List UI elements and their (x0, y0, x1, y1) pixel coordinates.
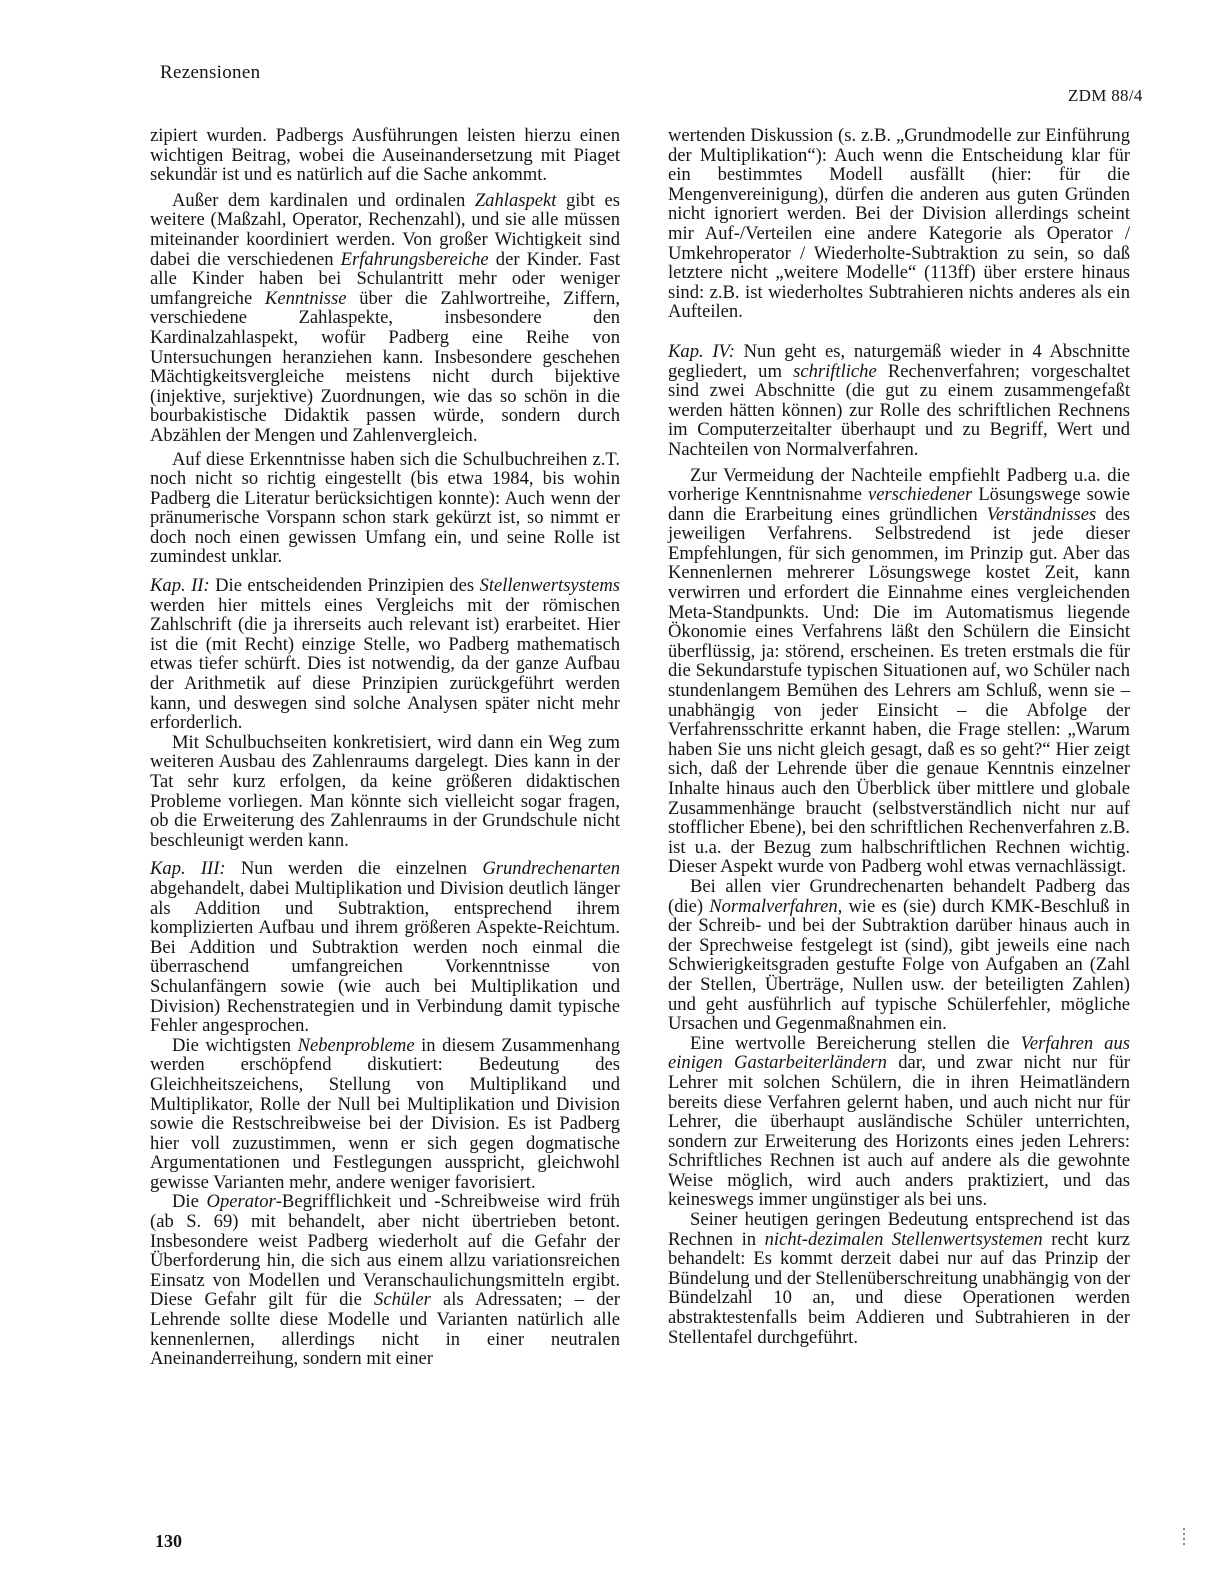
paragraph: Auf diese Erkenntnisse haben sich die Schulbuchreihen z.T. noch nicht so richtig eingestellt (bis etwa 1984, bis wohin Padberg die Literatur berücksichtigen konnte): Auch wenn der pränumerische Vorspann schon stark gekürzt ist, so nimmt er doch noch einen gewissen Umfang ein, und seine Rolle ist zumindest unklar. (150, 448, 620, 568)
paragraph: Zur Vermeidung der Nachteile empfiehlt Padberg u.a. die vorherige Kenntnisnahme verschiedener Lösungswege sowie dann die Erarbeitung eines gründlichen Verständnisses des jeweiligen Verfahrens. Selbstredend ist jede dieser Empfehlungen, für sich genommen, im Prinzip gut. Aber das Kennenlernen mehrerer Lösungswege kostet Zeit, kann verwirren und erfordert die Einnahme eines vergleichenden Meta-Standpunkts. Und: Die im Automatismus liegende Ökonomie eines Verfahrens läßt den Schülern die Einsicht überflüssig, ja: störend, erscheinen. Es treten erstmals die für die Sekundarstufe typischen Situationen auf, wo Schüler nach stundenlangem Bemühen des Lehrers am Schluß, wenn sie – unabhängig von jeder Einsicht – die Abfolge der Verfahrensschritte erkannt haben, die Frage stellen: „Warum haben Sie uns nicht gleich gesagt, daß es so geht?“ Hier zeigt sich, daß der Lehrende über die genaue Kenntnis einzelner Inhalte hinaus auch den Überblick über mittlere und globale Zusammenhänge braucht (selbstverständlich nicht nur auf stofflicher Ebene), bei den schriftlichen Rechenverfahren z.B. ist u.a. der Bezug zum halbschriftlichen Rechnen wichtig. Dieser Aspekt wurde von Padberg wohl etwas vernachlässigt. (668, 464, 1130, 878)
left-column (150, 126, 620, 1369)
running-head-section: Rezensionen (160, 62, 261, 83)
running-head-journal: ZDM 88/4 (1068, 86, 1143, 105)
paragraph: Seiner heutigen geringen Bedeutung entsprechend ist das Rechnen in nicht-dezimalen Stellenwertsystemen recht kurz behandelt: Es kommt derzeit dabei nur auf das Prinzip der Bündelung und der Stellenüberschreitung unabhängig von der Bündelzahl 10 an, und diese Operationen werden abstraktestenfalls beim Addieren und Subtrahieren in der Stellentafel durchgeführt. (668, 1209, 1131, 1348)
paragraph: Außer dem kardinalen und ordinalen Zahlaspekt gibt es weitere (Maßzahl, Operator, Rechenzahl), und sie alle müssen miteinander koordiniert werden. Von großer Wichtigkeit sind dabei die verschiedenen Erfahrungsbereiche der Kinder. Fast alle Kinder haben bei Schulantritt mehr oder weniger umfangreiche Kenntnisse über die Zahlwortreihe, Ziffern, verschiedene Zahlaspekte, insbesondere den Kardinalzahlaspekt, wofür Padberg eine Reihe von Untersuchungen heranziehen kann. Insbesondere geschehen Mächtigkeitsvergleiche meistens nicht durch bijektive (injektive, surjektive) Zuordnungen, wie das so schön in die bourbakistische Didaktik passen würde, sondern durch Abzählen der Mengen und Zahlenvergleich. (150, 189, 620, 446)
paragraph-kap-iii: Kap. III: Nun werden die einzelnen Grundrechenarten abgehandelt, dabei Multiplikation und Division deutlich länger als Addition und Subtraktion, entsprechend ihrem komplizierten Aufbau und ihrem größeren Aspekte-Reichtum. Bei Addition und Subtraktion werden noch einmal die überraschend umfangreichen Vorkenntnisse von Schulanfängern sowie (wie auch bei Multiplikation und Division) Rechenstrategien und in Verbindung damit typische Fehler angesprochen. (150, 858, 621, 1037)
paragraph: Mit Schulbuchseiten konkretisiert, wird dann ein Weg zum weiteren Ausbau des Zahlenraums dargelegt. Dies kann in der Tat sehr kurz erfolgen, da keine größeren didaktischen Probleme vorliegen. Man könnte sich vielleicht sogar fragen, ob die Erweiterung des Zahlenraums in der Grundschule nicht beschleunigt werden kann. (150, 731, 620, 851)
paragraph-kap-iv: Kap. IV: Nun geht es, naturgemäß wieder in 4 Abschnitte gegliedert, um schriftliche Rechenverfahren; vorgeschaltet sind zwei Abschnitte (die gut zu einem zusammengefaßt werden hätten können) zur Rolle des schriftlichen Rechnens im Computerzeitalter überhaupt und zu Begriff, Wert und Nachteilen von Normalverfahren. (668, 340, 1131, 460)
paragraph: Die Operator-Begrifflichkeit und -Schreibweise wird früh (ab S. 69) mit behandelt, aber nicht übertrieben betont. Insbesondere weist Padberg wiederholt auf die Gefahr der Überforderung hin, die sich aus einem allzu variationsreichen Einsatz von Modellen und Veranschaulichungsmitteln ergibt. Diese Gefahr gilt für die Schüler als Adressaten; – der Lehrende sollte diese Modelle und Varianten natürlich alle kennenlernen, allerdings nicht in einer neutralen Aneinanderreihung, sondern mit einer (150, 1191, 620, 1370)
paragraph: Die wichtigsten Nebenprobleme in diesem Zusammenhang werden erschöpfend diskutiert: Bedeutung des Gleichheitszeichens, Stellung von Multiplikand und Multiplikator, Rolle der Null bei Multiplikation und Division sowie die Restschreibweise bei der Division. Es ist Padberg hier voll zuzustimmen, wenn er sich gegen dogmatische Argumentationen und Festlegungen ausspricht, gleichwohl gewisse Varianten mehr, andere weniger favorisiert. (150, 1034, 620, 1193)
paragraph: zipiert wurden. Padbergs Ausführungen leisten hierzu einen wichtigen Beitrag, wobei die Auseinandersetzung mit Piaget sekundär ist und es natürlich auf die Sache ankommt. (150, 125, 620, 186)
paragraph: Bei allen vier Grundrechenarten behandelt Padberg das (die) Normalverfahren, wie es (sie) durch KMK-Beschluß in der Schreib- und bei der Subtraktion darüber hinaus auch in der Sprechweise festgelegt ist (sind), gibt jeweils eine nach Schwierigkeitsgraden gestufte Folge von Aufgaben an (Zahl der Stellen, Überträge, Nullen usw. der beteiligten Zahlen) und geht ausführlich auf typische Schülerfehler, mögliche Ursachen und Gegenmaßnahmen ein. (668, 875, 1131, 1035)
paragraph: wertenden Diskussion (s. z.B. „Grundmodelle zur Einführung der Multiplikation“): Auch wenn die Entscheidung klar für ein bestimmtes Modell ausfällt (hier: für die Mengenvereinigung), dürfen die anderen aus guten Gründen nicht ignoriert werden. Bei der Division allerdings scheint mir Auf-/Verteilen eine andere Kategorie als Operator / Umkehroperator / Wiederholte-Subtraktion zu sein, so daß letztere nicht „weitere Modelle“ (113ff) über erstere hinaus sind: z.B. ist wiederholtes Subtrahieren nichts anderes als ein Aufteilen. (668, 125, 1130, 323)
page-number: 130 (155, 1531, 182, 1551)
paragraph-kap-ii: Kap. II: Die entscheidenden Prinzipien des Stellenwertsystems werden hier mittels eines Vergleichs mit der römischen Zahlschrift (die ja ihrerseits auch relevant ist) erarbeitet. Hier ist die (mit Recht) einzige Stelle, wo Padberg mathematisch etwas tiefer schürft. Dies ist notwendig, da der ganze Aufbau der Arithmetik auf diese Prinzipien zurückgeführt werden kann, und deswegen sind solche Analysen später nicht mehr erforderlich. (150, 575, 621, 734)
scan-speckle (1180, 1525, 1192, 1555)
paragraph: Eine wertvolle Bereicherung stellen die Verfahren aus einigen Gastarbeiterländern dar, und zwar nicht nur für Lehrer mit solchen Schülern, die in ihren Heimatländern bereits diese Verfahren gelernt haben, und auch nicht nur für Lehrer, die überhaupt ausländische Schüler unterrichten, sondern zur Erweiterung des Horizonts eines jeden Lehrers: Schriftliches Rechnen ist auch auf andere als die gewohnte Weise möglich, wird auch anders praktiziert, und das keineswegs immer ungünstiger als bei uns. (668, 1032, 1131, 1211)
right-column (668, 126, 1130, 1347)
